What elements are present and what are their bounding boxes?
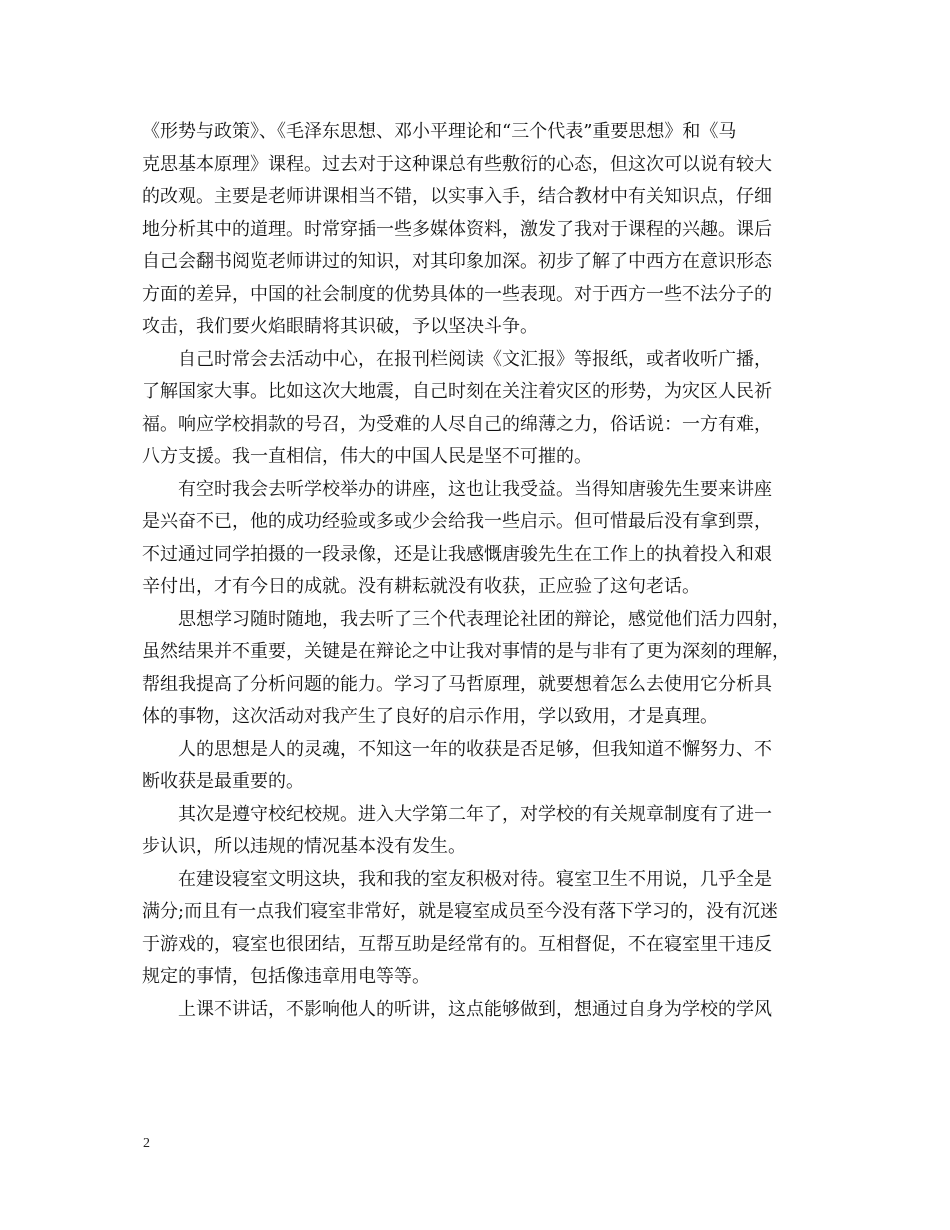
text-line: 地分析其中的道理。时常穿插一些多媒体资料，激发了我对于课程的兴趣。课后: [142, 218, 772, 240]
text-line: 人的思想是人的灵魂，不知这一年的收获是否足够，但我知道不懈努力、不: [178, 738, 772, 760]
text-line: 福。响应学校捐款的号召，为受难的人尽自己的绵薄之力，俗话说：一方有难，: [142, 413, 772, 435]
text-line: 有空时我会去听学校举办的讲座，这也让我受益。当得知唐骏先生要来讲座: [178, 478, 772, 500]
document-body: [142, 116, 824, 1026]
text-line: 《形势与政策》、《毛泽东思想、邓小平理论和“三个代表”重要思想》和《马: [142, 121, 737, 142]
text-line: 方面的差异，中国的社会制度的优势具体的一些表现。对于西方一些不法分子的: [142, 283, 772, 305]
text-line: 辛付出，才有今日的成就。没有耕耘就没有收获，正应验了这句老话。: [142, 576, 700, 597]
text-line: 在建设寝室文明这块，我和我的室友积极对待。寝室卫生不用说，几乎全是: [178, 868, 772, 890]
text-line: 八方支援。我一直相信，伟大的中国人民是坚不可摧的。: [142, 446, 592, 467]
text-line: 克思基本原理》课程。过去对于这种课总有些敷衍的心态，但这次可以说有较大: [142, 153, 772, 175]
text-line: 规定的事情，包括像违章用电等等。: [142, 966, 430, 987]
text-line: 步认识，所以违规的情况基本没有发生。: [142, 836, 466, 857]
text-line: 上课不讲话，不影响他人的听讲，这点能够做到，想通过自身为学校的学风: [178, 998, 772, 1020]
text-line: 攻击，我们要火焰眼睛将其识破，予以坚决斗争。: [142, 316, 538, 337]
page-number: 2: [143, 1136, 150, 1151]
text-line: 是兴奋不已，他的成功经验或多或少会给我一些启示。但可惜最后没有拿到票，: [142, 511, 772, 532]
text-line: 自己会翻书阅览老师讲过的知识，对其印象加深。初步了解了中西方在意识形态: [142, 251, 772, 272]
text-line: 虽然结果并不重要，关键是在辩论之中让我对事情的是与非有了更为深刻的理解，: [142, 641, 790, 662]
text-line: 自己时常会去活动中心，在报刊栏阅读《文汇报》等报纸，或者收听广播，: [178, 348, 772, 370]
text-line: 的改观。主要是老师讲课相当不错，以实事入手，结合教材中有关知识点，仔细: [142, 186, 772, 207]
text-line: 于游戏的，寝室也很团结，互帮互助是经常有的。互相督促，不在寝室里干违反: [142, 933, 772, 955]
text-line: 了解国家大事。比如这次大地震，自己时刻在关注着灾区的形势，为灾区人民祈: [142, 381, 772, 402]
text-line: 满分;而且有一点我们寝室非常好，就是寝室成员至今没有落下学习的，没有沉迷: [142, 901, 779, 922]
text-line: 体的事物，这次活动对我产生了良好的启示作用，学以致用，才是真理。: [142, 706, 718, 727]
text-line: 帮组我提高了分析问题的能力。学习了马哲原理，就要想着怎么去使用它分析具: [142, 673, 772, 695]
text-line: 不过通过同学拍摄的一段录像，还是让我感慨唐骏先生在工作上的执着投入和艰: [142, 543, 772, 565]
text-line: 断收获是最重要的。: [142, 771, 304, 792]
text-line: 思想学习随时随地，我去听了三个代表理论社团的辩论，感觉他们活力四射，: [178, 608, 790, 630]
text-line: 其次是遵守校纪校规。进入大学第二年了，对学校的有关规章制度有了进一: [178, 803, 772, 825]
